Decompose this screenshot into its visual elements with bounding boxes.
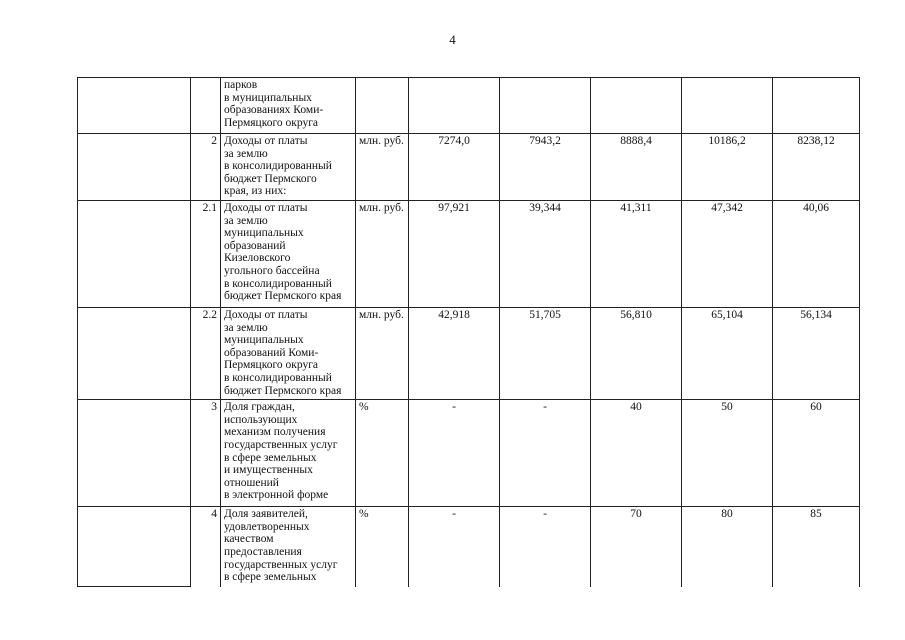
value-cell: 50	[682, 400, 773, 507]
indicator-name-line: в сфере земельных	[224, 451, 317, 464]
page-number: 4	[449, 32, 456, 47]
value-cell: 85	[773, 507, 860, 587]
value-cell: 65,104	[682, 307, 773, 399]
unit-cell: %	[356, 400, 409, 507]
indicator-name-line: в сфере земельных	[224, 571, 317, 584]
value-cell	[773, 78, 860, 134]
value-cell: 8888,4	[591, 134, 682, 201]
indicator-name-line: отношений	[224, 476, 279, 489]
table-row	[78, 307, 860, 399]
indicator-name-cell	[221, 78, 356, 134]
row-number-cell	[191, 78, 221, 134]
blank-cell	[78, 134, 191, 201]
indicator-name-line: Доходы от платы	[224, 201, 308, 214]
value-cell	[409, 78, 500, 134]
row-number-cell: 4	[191, 507, 221, 587]
value-cell: -	[409, 400, 500, 507]
indicator-name-cell	[221, 200, 356, 307]
indicator-name-line: в муниципальных	[224, 91, 312, 104]
unit-cell	[356, 78, 409, 134]
indicator-name-line: муниципальных	[224, 334, 304, 347]
unit-cell: %	[356, 507, 409, 587]
indicator-name-line: государственных услуг	[224, 438, 338, 451]
indicator-name-line: Доходы от платы	[224, 308, 308, 321]
indicator-name-line: в электронной форме	[224, 489, 329, 502]
indicator-name-line: удовлетворенных	[224, 520, 310, 533]
table-row	[78, 78, 860, 134]
value-cell	[500, 78, 591, 134]
table-row	[78, 507, 860, 587]
table-row	[78, 200, 860, 307]
indicator-name-line: в консолидированный	[224, 371, 332, 384]
row-number-cell: 2.1	[191, 200, 221, 307]
indicator-name-line: образованиях Коми-	[224, 104, 324, 117]
indicator-name-line: бюджет Пермского края	[224, 290, 342, 303]
indicator-name-line: государственных услуг	[224, 558, 338, 571]
indicator-name-cell	[221, 307, 356, 399]
value-cell: 8238,12	[773, 134, 860, 201]
indicator-name-line: в консолидированный	[224, 277, 332, 290]
indicator-name-line: Кизеловского	[224, 252, 291, 265]
indicator-name-line: и имущественных	[224, 464, 313, 477]
table-row	[78, 134, 860, 201]
blank-cell	[78, 200, 191, 307]
blank-cell	[78, 78, 191, 134]
indicator-name-cell	[221, 400, 356, 507]
indicator-name-line: образований	[224, 239, 286, 252]
value-cell: 40,06	[773, 200, 860, 307]
unit-cell: млн. руб.	[356, 134, 409, 201]
value-cell: 42,918	[409, 307, 500, 399]
indicator-name-line: края, из них:	[224, 185, 287, 198]
table-row	[78, 400, 860, 507]
indicator-name-cell	[221, 134, 356, 201]
indicator-name-line: в консолидированный	[224, 160, 332, 173]
value-cell: 41,311	[591, 200, 682, 307]
indicator-name-line: за землю	[224, 321, 268, 334]
unit-cell: млн. руб.	[356, 200, 409, 307]
value-cell: -	[500, 400, 591, 507]
indicator-name-cell	[221, 507, 356, 587]
indicator-name-line: образований Коми-	[224, 346, 319, 359]
indicators-table	[77, 77, 860, 587]
value-cell	[591, 78, 682, 134]
indicator-name-line: за землю	[224, 214, 268, 227]
value-cell: 39,344	[500, 200, 591, 307]
row-number-cell: 3	[191, 400, 221, 507]
value-cell: 7274,0	[409, 134, 500, 201]
row-number-cell: 2	[191, 134, 221, 201]
blank-cell	[78, 507, 191, 587]
value-cell: 51,705	[500, 307, 591, 399]
indicator-name-line: Доходы от платы	[224, 135, 308, 147]
indicator-name-line: механизм получения	[224, 426, 326, 439]
indicator-name-line: бюджет Пермского	[224, 172, 317, 185]
value-cell: 56,134	[773, 307, 860, 399]
indicator-name-line: угольного бассейна	[224, 264, 320, 277]
value-cell: -	[409, 507, 500, 587]
value-cell: 97,921	[409, 200, 500, 307]
indicator-name-line: за землю	[224, 147, 268, 160]
value-cell: -	[500, 507, 591, 587]
blank-cell	[78, 400, 191, 507]
indicator-name-line: предоставления	[224, 545, 302, 558]
indicator-name-line: использующих	[224, 413, 298, 426]
indicator-name-line: Пермяцкого округа	[224, 359, 319, 372]
row-number-cell: 2.2	[191, 307, 221, 399]
value-cell: 40	[591, 400, 682, 507]
indicator-name-line: бюджет Пермского края	[224, 384, 342, 397]
unit-cell: млн. руб.	[356, 307, 409, 399]
value-cell: 80	[682, 507, 773, 587]
indicator-name-line: Доля граждан,	[224, 401, 295, 414]
value-cell: 7943,2	[500, 134, 591, 201]
value-cell: 70	[591, 507, 682, 587]
value-cell: 47,342	[682, 200, 773, 307]
indicator-name-line: Доля заявителей,	[224, 508, 308, 521]
value-cell: 60	[773, 400, 860, 507]
value-cell: 56,810	[591, 307, 682, 399]
value-cell	[682, 78, 773, 134]
indicator-name-line: муниципальных	[224, 227, 304, 240]
blank-cell	[78, 307, 191, 399]
indicator-name-line: Пермяцкого округа	[224, 116, 319, 129]
value-cell: 10186,2	[682, 134, 773, 201]
indicator-name-line: качеством	[224, 533, 274, 546]
indicator-name-line: парков	[224, 79, 258, 91]
